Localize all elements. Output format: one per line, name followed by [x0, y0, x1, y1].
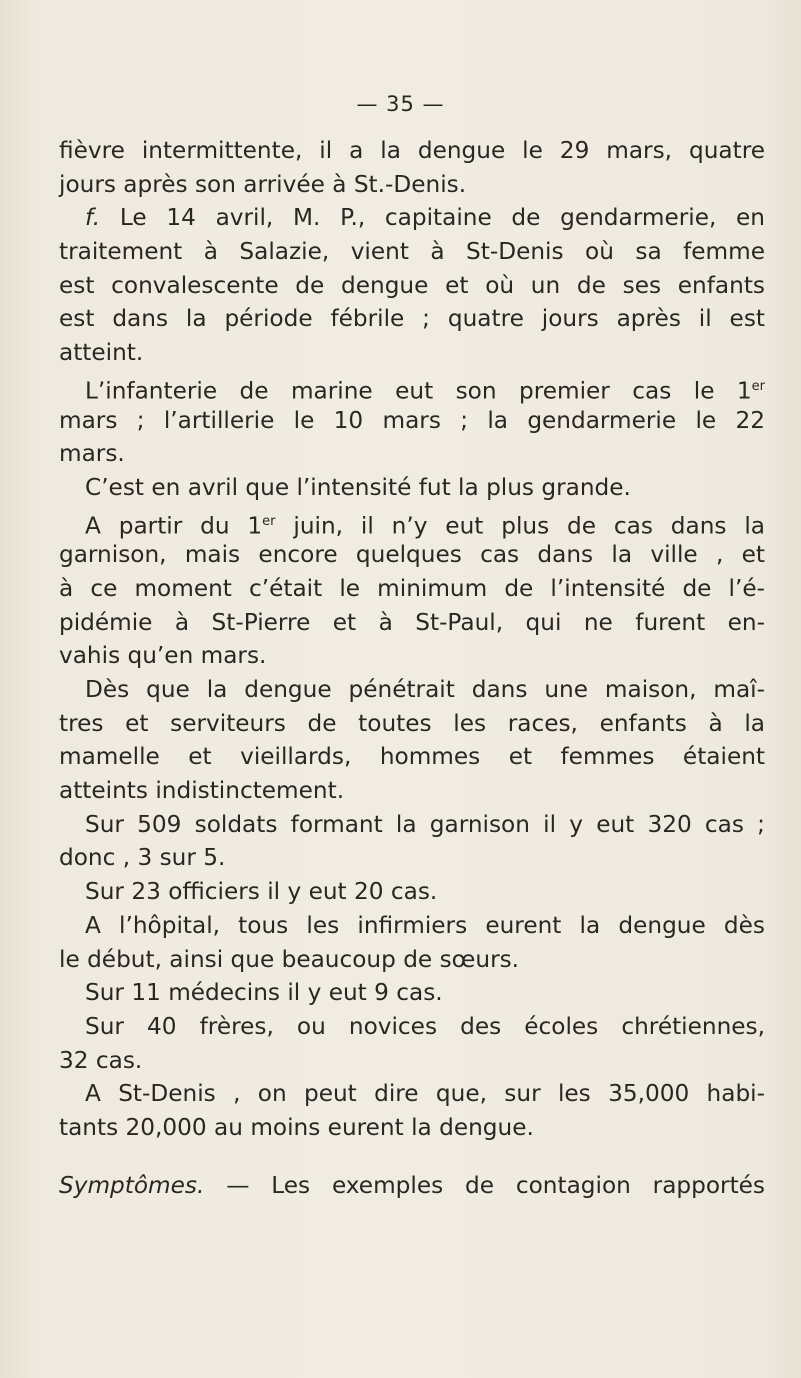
text-line: garnison, mais encore quelques cas dans la ville , et — [59, 541, 765, 569]
text-line: A l’hôpital, tous les infirmiers eurent la dengue dès — [85, 911, 765, 939]
text-line: pidémie à St-Pierre et à St-Paul, qui ne furent en- — [59, 608, 765, 636]
ordinal-superscript: er — [262, 513, 276, 529]
page-number: — 35 — — [356, 92, 445, 116]
text-line — [59, 201, 765, 235]
section-heading-line — [59, 1169, 765, 1203]
text-line: tants 20,000 au moins eurent la dengue. — [59, 1113, 534, 1141]
text-line: est dans la période fébrile ; quatre jours après il est — [59, 305, 765, 333]
text-line: traitement à Salazie, vient à St-Denis où sa femme — [59, 238, 765, 266]
item-marker: f. — [85, 204, 101, 232]
text-line-rest: Le 14 avril, M. P., capitaine de gendarmerie, en — [119, 204, 766, 232]
text-line: Sur 11 médecins il y eut 9 cas. — [85, 979, 443, 1007]
ordinal-superscript: er — [751, 378, 765, 394]
text-line: A partir du 1er juin, il n’y eut plus de cas dans la — [85, 512, 766, 540]
text-line: tres et serviteurs de toutes les races, enfants à la — [59, 709, 765, 737]
text-line: mars ; l’artillerie le 10 mars ; la gendarmerie le 22 — [59, 406, 765, 434]
text-line: A St-Denis , on peut dire que, sur les 35,000 habi- — [85, 1080, 765, 1108]
text-line: C’est en avril que l’intensité fut la plus grande. — [85, 473, 631, 501]
text-line: mamelle et vieillards, hommes et femmes étaient — [59, 743, 765, 771]
text-line: donc , 3 sur 5. — [59, 844, 226, 872]
text-line: vahis qu’en mars. — [59, 642, 267, 670]
text-line-rest: — Les exemples de contagion rapportés — [226, 1171, 766, 1199]
text-line: mars. — [59, 440, 125, 468]
text-line: est convalescente de dengue et où un de ses enfants — [59, 271, 765, 299]
text-line: Dès que la dengue pénétrait dans une maison, maî- — [85, 676, 765, 703]
section-heading: Symptômes. — [59, 1171, 205, 1199]
text-line: le début, ainsi que beaucoup de sœurs. — [59, 945, 520, 973]
body-text — [59, 134, 765, 1202]
text-line: Sur 509 soldats formant la garnison il y eut 320 cas ; — [85, 810, 765, 838]
text-line: Sur 40 frères, ou novices des écoles chrétiennes, — [85, 1012, 765, 1040]
text-line: 32 cas. — [59, 1046, 143, 1074]
text-line: Sur 23 officiers il y eut 20 cas. — [85, 878, 438, 906]
text-line: atteints indistinctement. — [59, 777, 345, 805]
text-line: à ce moment c’était le minimum de l’intensité de l’é- — [59, 574, 765, 602]
text-line: jours après son arrivée à St.-Denis. — [59, 170, 467, 198]
text-line: fièvre intermittente, il a la dengue le 29 mars, quatre — [59, 137, 765, 164]
text-line: atteint. — [59, 339, 144, 367]
text-line: L’infanterie de marine eut son premier cas le 1er — [85, 377, 765, 405]
